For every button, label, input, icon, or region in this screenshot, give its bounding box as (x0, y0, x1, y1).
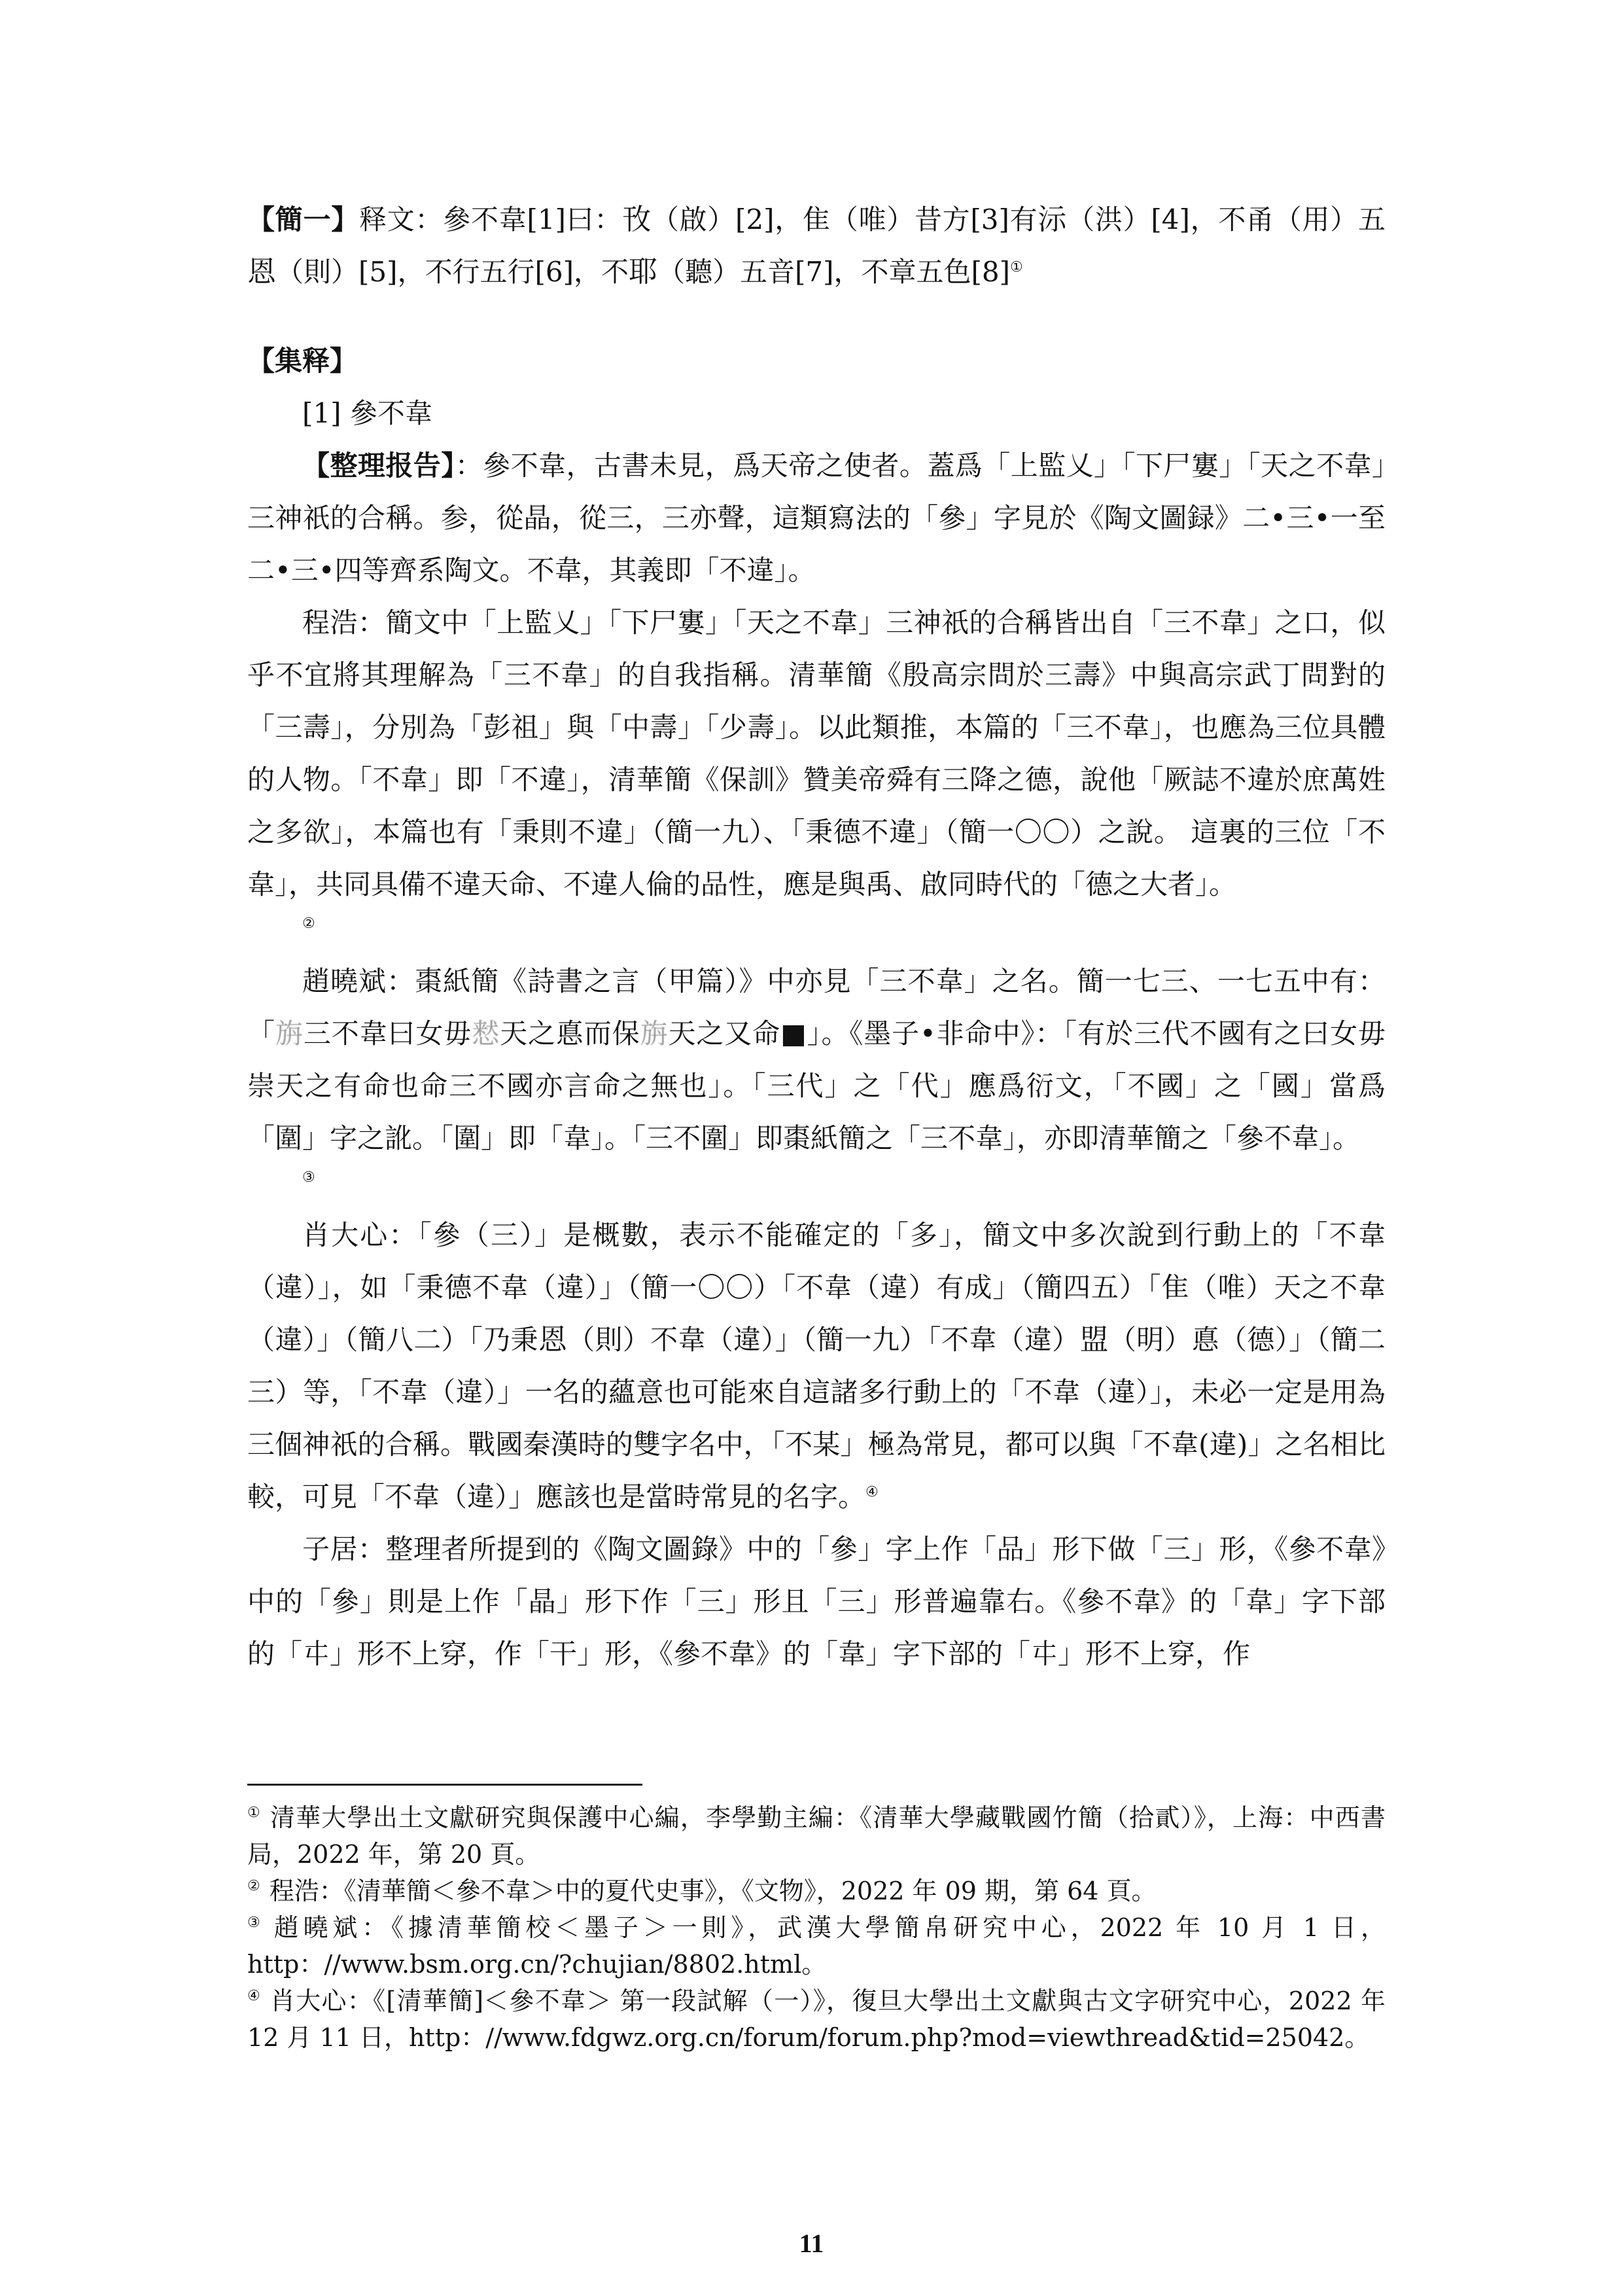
zhengli-label: 【整理报告】 (302, 450, 455, 482)
paragraph-zhengli: 【整理报告】：參不韋，古書未見，爲天帝之使者。蓋爲「上監乂」「下尸寠」「天之不韋」三神祇的合稱。参，從晶，從三，三亦聲，這類寫法的「參」字見於《陶文圖録》二•三•一至二•三•四等齊系陶文。不韋，其義即「不違」。 (247, 450, 1386, 586)
slip-transcription: 【簡一】释文：參不韋[1]曰：攼（啟）[2]，隹（唯）昔方[3]有沶（洪）[4]，不甬（用）五恩（則）[5]，不行五行[6]，不耶（聽）五音[7]，不章五色[8]① (247, 203, 1386, 289)
footnote-ref[interactable]: ② (302, 915, 315, 932)
footnote: ② 程浩：《清華簡＜參不韋＞中的夏代史事》，《文物》，2022 年 09 期，第 64 頁。 (247, 1877, 1157, 1905)
archaic-glyph: 旃 (275, 1017, 304, 1050)
footnote-separator (247, 1784, 642, 1786)
archaic-glyph: 慭 (472, 1017, 500, 1050)
archaic-glyph: 耶 (629, 255, 657, 289)
section-heading: 【集释】 (247, 345, 358, 377)
paragraph-zhao: 趙曉斌：棗紙簡《詩書之言（甲篇）》中亦見「三不韋」之名。簡一七三、一七五中有：「旃三不韋曰女毋慭天之悳而保旃天之又命■」。《墨子•非命中》：「有於三代不國有之曰女毋崇天之有命也命三不國亦言命之無也」。「三代」之「代」應爲衍文，「不國」之「國」當爲「圍」字之訛。「圍」即「韋」。「三不圍」即棗紙簡之「三不韋」，亦即清華簡之「參不韋」。 ③ (247, 955, 1386, 1191)
footnote-ref[interactable]: ③ (302, 1169, 315, 1186)
footnote-ref[interactable]: ④ (865, 1484, 879, 1500)
archaic-glyph: 恩 (247, 255, 276, 289)
footnote: ③ 趙曉斌：《據清華簡校＜墨子＞一則》，武漢大學簡帛研究中心，2022 年 10 月 1 日，http：//www.bsm.org.cn/?chujian/8802.html。 (247, 1913, 1386, 1979)
paragraph-ziju: 子居：整理者所提到的《陶文圖錄》中的「參」字上作「品」形下做「三」形，《參不韋》中的「參」則是上作「晶」形下作「三」形且「三」形普遍靠右。《參不韋》的「韋」字下部的「㐄」形不上穿，作「干」形，《參不韋》的「韋」字下部的「㐄」形不上穿，作 (247, 1533, 1386, 1670)
archaic-glyph: 旃 (640, 1017, 669, 1050)
archaic-glyph: 恩 (538, 1323, 568, 1356)
commentary-item-heading: [1] 參不韋 (302, 397, 432, 429)
main-text (247, 194, 1386, 1680)
archaic-glyph: 攼 (622, 203, 652, 236)
paragraph-xiao: 肖大心：「參（三）」是概數，表示不能確定的「多」，簡文中多次說到行動上的「不韋（違）」，如「秉德不韋（違）」（簡一〇〇）「不韋（違）有成」（簡四五）「隹（唯）天之不韋（違）」（簡八二）「乃秉恩（則）不韋（違）」（簡一九）「不韋（違）盟（明）悳（德）」（簡二三）等，「不韋（違）」一名的蘊意也可能來自這諸多行動上的「不韋（違）」，未必一定是用為三個神祇的合稱。戰國秦漢時的雙字名中，「不某」極為常見，都可以與「不韋(違)」之名相比較，可見「不韋（違）」應該也是當時常見的名字。④ (247, 1219, 1386, 1513)
archaic-glyph: 盟 (1079, 1323, 1109, 1356)
page-number: 11 (799, 2229, 824, 2258)
footnote: ④ 肖大心：《[清華簡]＜參不韋＞ 第一段試解（一）》，復旦大學出土文獻與古文字研究中心，2022 年 12 月 11 日，http：//www.fdgwz.org.cn/forum/forum.php?mod=viewthread&tid=25042。 (247, 1987, 1386, 2052)
slip-label: 【簡一】 (247, 203, 359, 236)
footnotes (247, 1799, 1386, 2056)
archaic-glyph: 沶 (1038, 203, 1068, 236)
footnote: ① 清華大學出土文獻研究與保護中心編，李學勤主編：《清華大學藏戰國竹簡（拾貳）》，上海：中西書局，2022 年，第 20 頁。 (247, 1803, 1386, 1869)
paragraph-chenghao: 程浩：簡文中「上監乂」「下尸寠」「天之不韋」三神祇的合稱皆出自「三不韋」之口，似乎不宜將其理解為「三不韋」的自我指稱。清華簡《殷高宗問於三壽》中與高宗武丁問對的「三壽」，分別為「彭祖」與「中壽」「少壽」。以此類推，本篇的「三不韋」，也應為三位具體的人物。「不韋」即「不違」，清華簡《保訓》贊美帝舜有三降之德，說他「厥誌不違於庶萬姓之多欲」，本篇也有「秉則不違」（簡一九）、「秉德不違」（簡一〇〇）之說。 這裏的三位「不韋」，共同具備不違天命、不違人倫的品性，應是與禹、啟同時代的「德之大者」。 ② (247, 597, 1386, 937)
footnote-ref[interactable]: ① (1010, 259, 1023, 275)
